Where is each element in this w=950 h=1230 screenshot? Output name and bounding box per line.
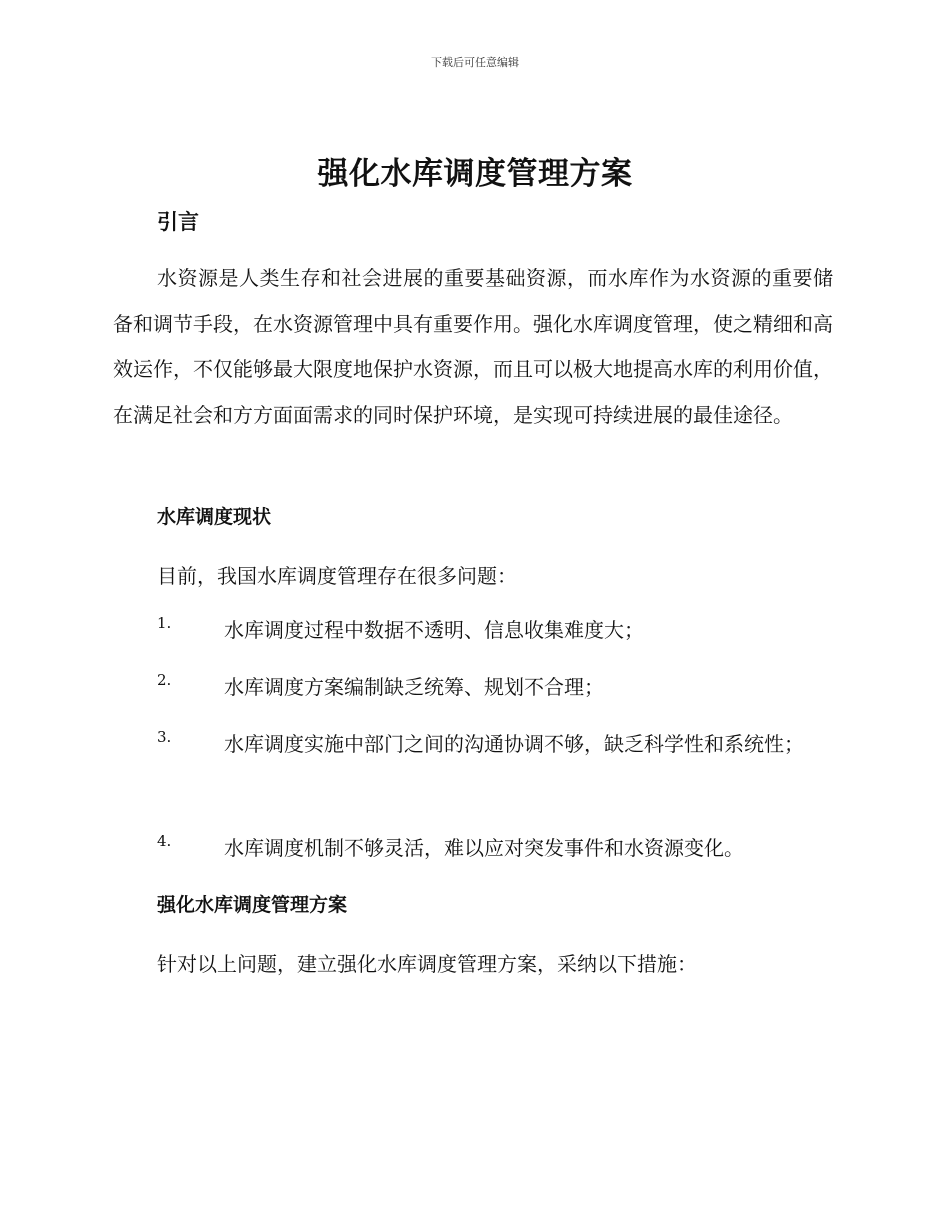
section-heading-plan: 强化水库调度管理方案	[157, 894, 348, 916]
document-title: 强化水库调度管理方案	[317, 156, 633, 192]
list-item	[113, 665, 833, 710]
list-item-number: 1.	[157, 614, 172, 632]
list-item	[113, 722, 833, 767]
list-item	[113, 826, 833, 871]
status-lead-text: 目前，我国水库调度管理存在很多问题：	[157, 564, 517, 588]
intro-paragraph: 水资源是人类生存和社会进展的重要基础资源，而水库作为水资源的重要储备和调节手段，在水资源管理中具有重要作用。强化水库调度管理，使之精细和高效运作，不仅能够最大限度地保护水资源，而且可以极大地提高水库的利用价值，在满足社会和方方面面需求的同时保护环境，是实现可持续进展的最佳途径。	[113, 266, 833, 427]
section-heading-intro: 引言	[157, 210, 199, 234]
section-heading-status: 水库调度现状	[157, 506, 272, 528]
list-item-number: 4.	[157, 832, 172, 850]
list-item	[113, 608, 833, 653]
list-item-text: 水库调度实施中部门之间的沟通协调不够，缺乏科学性和系统性；	[224, 732, 804, 756]
list-item-number: 2.	[157, 671, 172, 689]
list-item-text: 水库调度方案编制缺乏统筹、规划不合理；	[224, 675, 604, 699]
plan-lead-text: 针对以上问题，建立强化水库调度管理方案，采纳以下措施：	[157, 952, 697, 976]
list-item-text: 水库调度过程中数据不透明、信息收集难度大；	[224, 618, 644, 642]
page-header-note: 下载后可任意编辑	[431, 56, 519, 69]
list-item-text: 水库调度机制不够灵活，难以应对突发事件和水资源变化。	[224, 836, 744, 860]
list-item-number: 3.	[157, 728, 172, 746]
